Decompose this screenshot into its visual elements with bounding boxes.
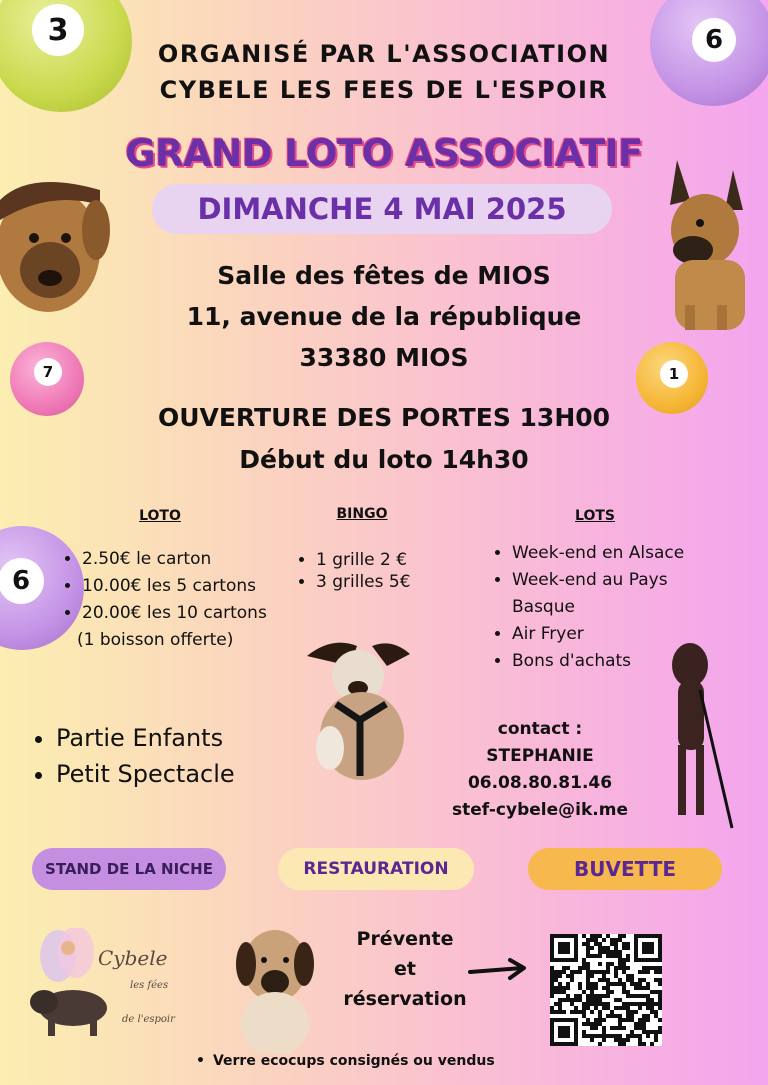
footer-note-text: Verre ecocups consignés ou vendus bbox=[212, 1053, 495, 1069]
dog-photo-right bbox=[640, 640, 735, 830]
contact-label: contact : bbox=[497, 719, 583, 739]
loto-item: • 20.00€ les 10 cartons bbox=[82, 600, 302, 627]
qr-code[interactable] bbox=[550, 934, 662, 1046]
lots-item: • Air Fryer bbox=[512, 621, 712, 648]
lots-item: • Week-end en Alsace bbox=[512, 540, 712, 567]
logo-line3: de l'espoir bbox=[122, 1014, 175, 1025]
bingo-item: • 1 grille 2 € bbox=[316, 549, 468, 571]
ball-number: 6 bbox=[0, 558, 44, 604]
dog-photo-bottom bbox=[234, 924, 316, 1054]
logo-name: Cybele bbox=[98, 946, 168, 970]
loto-list bbox=[62, 546, 302, 654]
footer-note: • Verre ecocups consignés ou vendus bbox=[196, 1053, 495, 1069]
loto-note: (1 boisson offerte) bbox=[77, 630, 234, 650]
lots-item: • Bons d'achats bbox=[512, 648, 712, 675]
lots-item: • Week-end au Pays Basque bbox=[512, 567, 712, 621]
venue-address: 11, avenue de la république bbox=[186, 302, 582, 331]
doors-open: OUVERTURE DES PORTES 13H00 bbox=[157, 403, 611, 432]
logo-line2: les fées bbox=[130, 980, 169, 991]
organizer-line-1: ORGANISÉ PAR L'ASSOCIATION bbox=[157, 40, 611, 68]
venue-city: 33380 MIOS bbox=[299, 343, 469, 372]
prevente-block bbox=[330, 924, 480, 1014]
venue-name: Salle des fêtes de MIOS bbox=[217, 261, 551, 290]
event-date: DIMANCHE 4 MAI 2025 bbox=[152, 184, 612, 234]
extras-list bbox=[36, 720, 296, 792]
cybele-logo bbox=[18, 928, 188, 1043]
ball-number: 6 bbox=[692, 18, 736, 62]
prevente-line3: réservation bbox=[343, 988, 467, 1010]
extras-item: • Petit Spectacle bbox=[56, 756, 296, 792]
ball-number: 3 bbox=[32, 4, 84, 56]
buvette-pill: BUVETTE bbox=[528, 848, 722, 890]
page-title: GRAND LOTO ASSOCIATIF bbox=[125, 132, 643, 175]
restauration-pill: RESTAURATION bbox=[278, 848, 474, 890]
dog-photo-middle bbox=[302, 636, 420, 782]
prevente-line1: Prévente bbox=[356, 928, 454, 950]
extras-item: • Partie Enfants bbox=[56, 720, 296, 756]
stand-niche-pill: STAND DE LA NICHE bbox=[32, 848, 226, 890]
loto-item: • 2.50€ le carton bbox=[82, 546, 302, 573]
ball-number: 7 bbox=[34, 358, 62, 386]
ball-number: 1 bbox=[660, 360, 688, 388]
lots-heading: LOTS bbox=[575, 508, 615, 524]
organizer-line-2: CYBELE LES FEES DE L'ESPOIR bbox=[159, 76, 609, 104]
contact-block bbox=[440, 716, 640, 824]
contact-email: stef-cybele@ik.me bbox=[452, 800, 628, 820]
loto-item: • 10.00€ les 5 cartons bbox=[82, 573, 302, 600]
bingo-heading: BINGO bbox=[336, 506, 388, 522]
contact-phone: 06.08.80.81.46 bbox=[467, 773, 613, 793]
loto-heading: LOTO bbox=[139, 508, 181, 524]
bingo-list bbox=[298, 549, 468, 593]
loto-start: Début du loto 14h30 bbox=[239, 445, 529, 474]
contact-name: STEPHANIE bbox=[486, 746, 594, 766]
bingo-item: • 3 grilles 5€ bbox=[316, 571, 468, 593]
prevente-line2: et bbox=[394, 958, 416, 980]
arrow-right-icon bbox=[466, 956, 530, 986]
